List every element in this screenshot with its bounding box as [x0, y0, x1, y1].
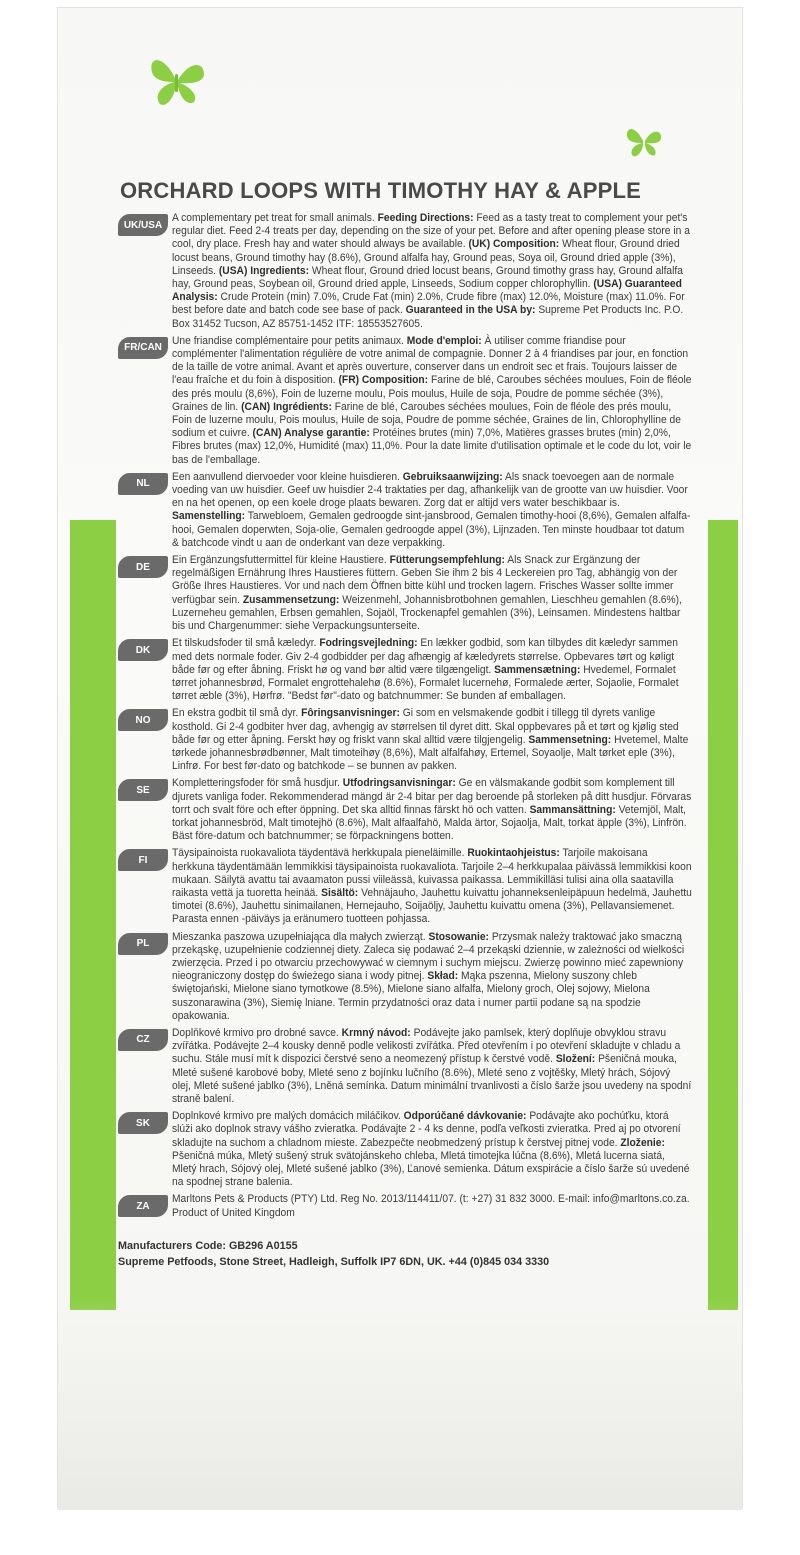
- section-body: Podávajte ako pochúťku, ktorá slúži ako doplnok stravy vášho zvieratka. Podávajte 2 - 4 ks denne, podľa veľkosti zvieratka. Pred aj po otvorení skladujte na suchom a chladnom mieste. Zabezpečte neobmedzený prístup k čerstvej pitnej vode.: [172, 1110, 681, 1149]
- section-heading: Odporúčané dávkovanie:: [403, 1110, 527, 1123]
- language-badge: PL: [118, 933, 168, 955]
- section-heading: Sammensætning:: [494, 663, 581, 676]
- section-body: Wheat flour, Ground dried locust beans, Ground timothy hay (8.6%), Ground alfalfa hay, Ground peas, Soya oil, Ground dried apple (3%), Linseeds.: [172, 238, 680, 277]
- green-stripe-left: [70, 520, 116, 1310]
- section-text: [172, 637, 692, 703]
- section-body: Farine de blé, Caroubes séchées moulues, Foin de fléole des prés moulu (8,6%), Foin de luzerne moulu, Pois moulus, Huile de soja, Poudre de pomme séchée (3%), Graines de lin.: [172, 374, 692, 413]
- language-section: [118, 847, 708, 926]
- language-section: [118, 637, 708, 703]
- section-body: Een aanvullend diervoeder voor kleine huisdieren.: [172, 470, 403, 483]
- section-body: Podávejte jako pamlsek, který doplňuje obvyklou stravu zvířátka. Podávejte 2–4 kousky denně podle velikosti zvířátka. Před otevřením i po otevření skladujte v chladu a suchu. Stále musí mít k dispozici čerstvé seno a neomezený přístup k čerstvé vodě.: [172, 1026, 681, 1066]
- green-stripe-right: [708, 520, 738, 1310]
- language-badge: DK: [118, 639, 168, 661]
- section-body: Une friandise complémentaire pour petits animaux.: [172, 334, 407, 347]
- section-text: [172, 212, 692, 331]
- section-body: Ge en välsmakande godbit som komplement till djurets vanliga foder. Rekommenderad mängd är 2-4 bitar per dag beroende på storleken på ditt husdjur. Förvaras torrt och svalt före och efter öppning. Det ska alltid finnas färskt hö och vatten.: [172, 777, 692, 816]
- section-text: [172, 931, 692, 1023]
- language-section: [118, 554, 708, 633]
- product-title: ORCHARD LOOPS WITH TIMOTHY HAY & APPLE: [120, 178, 641, 203]
- section-heading: Složení:: [555, 1053, 596, 1066]
- language-badge: SE: [118, 779, 168, 801]
- section-body: Pšeničná mouka, Mleté sušené karobové boby, Mleté seno z bojínku lučního (8.6%), Mleté seno z vojtěšky, Mletý hrách, Sójový olej, Mleté sušené jablko (3%), Lněná semínka. Datum minimální trvanlivosti a číslo šarže jsou uvedeny na spodní straně balení.: [172, 1053, 692, 1105]
- section-body: Marltons Pets & Products (PTY) Ltd. Reg No. 2013/114411/07. (t: +27) 31 832 3000. E-mail: info@marltons.co.za. Product of United Kingdom: [172, 1193, 690, 1219]
- section-heading: (CAN) Ingrédients:: [241, 400, 332, 413]
- language-badge: NO: [118, 709, 168, 731]
- section-heading: Mode d'emploi:: [406, 334, 482, 347]
- language-section: [118, 707, 708, 773]
- language-badge: ZA: [118, 1195, 168, 1217]
- section-heading: Sammensetning:: [528, 733, 612, 746]
- section-heading: Fôringsanvisninger:: [301, 707, 400, 720]
- section-text: [172, 471, 692, 550]
- section-body: Als snack toevoegen aan de normale voeding van uw huisdier. Geef uw huisdier 2-4 traktaties per dag, afhankelijk van de grootte van uw huisdier. Voor en na het openen, op een koele droge plaats bewaren. Zorg dat er altijd vers water beschikbaar is.: [172, 470, 688, 510]
- section-heading: (USA) Guaranteed Analysis:: [172, 278, 682, 304]
- section-text: [172, 1027, 692, 1106]
- section-body: En lækker godbid, som kan tilbydes dit kæledyr sammen med dets normale foder. Giv 2-4 godbidder per dag afhængig af kæledyrets størrelse. Opbevares tørt og køligt både før og efter åbning. Friskt hø og vand bør altid være tilgængeligt.: [172, 637, 678, 676]
- section-heading: Zloženie:: [620, 1136, 665, 1149]
- language-badge: FR/CAN: [118, 337, 168, 359]
- section-body: Mieszanka paszowa uzupełniająca dla małych zwierząt.: [172, 930, 429, 943]
- language-section: [118, 931, 708, 1023]
- section-body: Protéines brutes (min) 7,0%, Matières grasses brutes (min) 2,0%, Fibres brutes (max) 12,0%, Humidité (max) 11,0%. Pour la date limite d'utilisation optimale et le code du lot, voir le bas de l'emballage.: [172, 427, 692, 466]
- section-heading: Zusammensetzung:: [242, 593, 340, 606]
- language-sections: [118, 212, 708, 1220]
- section-heading: (USA) Ingredients:: [218, 264, 310, 277]
- section-body: Täysipainoista ruokavaliota täydentävä herkkupala pieneläimille.: [172, 847, 468, 860]
- language-section: [118, 777, 708, 843]
- section-body: Wheat flour, Ground dried locust beans, Ground timothy grass hay, Ground alfalfa hay, Ground peas, Soybean oil, Ground dried apple, Linseeds, Sodium copper chlorophyllin.: [172, 264, 684, 291]
- section-heading: Feeding Directions:: [377, 212, 474, 224]
- section-heading: Fütterungsempfehlung:: [389, 554, 505, 567]
- label-content: [118, 178, 708, 1270]
- section-body: A complementary pet treat for small animals.: [172, 212, 378, 224]
- section-body: Ein Ergänzungsfuttermittel für kleine Haustiere.: [172, 554, 390, 567]
- section-text: [172, 554, 692, 633]
- section-text: [172, 847, 692, 926]
- section-heading: Krmný návod:: [341, 1026, 411, 1039]
- section-heading: Ruokintaohjeistus:: [467, 847, 560, 860]
- section-body: Pšeničná múka, Mletý sušený struk svätojánskeho chleba, Mletá timotejka lúčna (8.6%), Mletá lucerna siatá, Mletý hrach, Sójový olej, Mleté sušené jablko (3%), Ľanové semienka. Dátum exspirácie a číslo šarže sú uvedené na spodnej strane balenia.: [172, 1149, 690, 1189]
- section-text: [172, 335, 692, 467]
- section-body: Hvetemel, Malte tørkede johannesbrødbønner, Malt timoteihøy (8,6%), Malt alfalfahøy, Ertemel, Soyaolje, Malt tørket eple (3%), Linfrø. For best før-dato og batchkode – se bunnen av pakken.: [172, 733, 689, 773]
- language-badge: CZ: [118, 1029, 168, 1051]
- section-body: Supreme Pet Products Inc. P.O. Box 31452 Tucson, AZ 85751-1452 ITF: 18553527605.: [172, 304, 684, 330]
- section-heading: Guaranteed in the USA by:: [405, 304, 536, 317]
- language-badge: NL: [118, 473, 168, 495]
- section-heading: Utfodringsanvisningar:: [342, 777, 456, 790]
- section-body: Weizenmehl, Johannisbrotbohnen gemahlen, Lieschheu gemahlen (8.6%), Luzerneheu gemahlen, Erbsen gemahlen, Sojaöl, Trockenapfel gemahlen (3%), Leinsamen. Mindestens haltbar bis und Chargenummer: siehe Verpackungsunterseite.: [172, 593, 682, 633]
- section-heading: Fodringsvejledning:: [319, 637, 418, 650]
- section-heading: (UK) Composition:: [468, 238, 560, 251]
- section-body: Als Snack zur Ergänzung der regelmäßigen Ernährung Ihres Haustieres füttern. Geben Sie ihm 2 bis 4 Leckereien pro Tag, abhängig von der Größe Ihres Haustieres. Vor und nach dem Öffnen bitte kühl und trocken lagern. Frisches Wasser sollte immer verfügbar sein.: [172, 554, 678, 606]
- section-body: Doplňkové krmivo pro drobné savce.: [172, 1026, 342, 1039]
- section-text: [172, 1193, 692, 1219]
- section-body: Et tilskudsfoder til små kæledyr.: [172, 637, 320, 650]
- section-heading: Stosowanie:: [428, 930, 489, 943]
- language-section: [118, 471, 708, 550]
- language-badge: UK/USA: [118, 214, 168, 236]
- butterfly-icon: [146, 50, 208, 108]
- section-body: Crude Protein (min) 7.0%, Crude Fat (min) 2.0%, Crude fibre (max) 12.0%, Moisture (max) 11.0%. For best before date and batch code see base of pack.: [172, 291, 685, 317]
- section-text: [172, 777, 692, 843]
- section-body: Mąka pszenna, Mielony suszony chleb świętojański, Mielone siano tymotkowe (8.5%), Mielone siano alfalfa, Mielony groch, Olej sojowy, Mielona suszonarawina (3%), Siemię lniane. Termin przydatności oraz data i numer partii podane są na spodzie opakowania.: [172, 970, 650, 1022]
- language-section: [118, 212, 708, 331]
- butterfly-icon: [624, 122, 664, 158]
- section-body: Farine de blé, Caroubes séchées moulues, Foin de fléole des prés moulu, Foin de luzerne moulu, Pois moulus, Huile de soja, Poudre de pomme séchée, Graines de lin, Chlorophylline de sodium et cuivre.: [172, 400, 681, 440]
- section-text: [172, 707, 692, 773]
- section-heading: Skład:: [427, 970, 459, 983]
- section-body: Doplnkové krmivo pre malých domácich miláčikov.: [172, 1110, 404, 1123]
- language-badge: SK: [118, 1112, 168, 1134]
- section-heading: Sisältö:: [321, 886, 359, 899]
- section-heading: Sammansättning:: [529, 803, 616, 816]
- section-heading: (FR) Composition:: [338, 374, 429, 387]
- language-badge: FI: [118, 849, 168, 871]
- section-heading: (CAN) Analyse garantie:: [252, 427, 370, 440]
- footer: [118, 1238, 708, 1270]
- manufacturer-address: Supreme Petfoods, Stone Street, Hadleigh, Suffolk IP7 6DN, UK. +44 (0)845 034 3330: [118, 1255, 550, 1268]
- section-body: Tarjoile makoisana herkkuna täydentämään lemmikkisi täysipainoista ruokavaliota. Tarjoile 2–4 herkkupalaa päivässä lemmikkisi koon mukaan. Säilytä avattu tai avaamaton pussi viileässä, kuivassa paikassa. Lemmikilläsi tulisi aina olla saatavilla raikasta vettä ja tuoretta heinää.: [172, 847, 692, 899]
- section-body: Kompletteringsfoder för små husdjur.: [172, 777, 343, 790]
- section-heading: Samenstelling:: [172, 510, 246, 523]
- section-body: Gi som en velsmakende godbit i tillegg til dyrets vanlige kosthold. Gi 2-4 godbiter hver dag, avhengig av størrelsen til dyret ditt. Skal oppbevares på et tørt og kjølig sted både før og etter åpning. Ferskt høy og friskt vann skal alltid være tilgjengelig.: [172, 707, 679, 746]
- section-text: [172, 1110, 692, 1189]
- section-body: Vetemjöl, Malt, torkat johannesbröd, Malt timotejhö (8.6%), Malt alfaalfahö, Malda ärtor, Sojaolja, Malt, torkat äpple (3%), Linfrön. Bäst före-datum och batchnummer; se förpackningens botten.: [172, 803, 687, 843]
- section-heading: Gebruiksaanwijzing:: [402, 470, 503, 483]
- section-body: Vehnäjauho, Jauhettu kuivattu johanneksenleipäpuun hedelmä, Jauhettu timotei (8.6%), Jauhettu sinimailanen, Hernejauho, Soijaöljy, Jauhettu kuivattu omena (3%), Pellavansiemenet. Parasta ennen -päiväys ja eränumero tuotteen pohjassa.: [172, 886, 692, 926]
- language-section: [118, 1193, 708, 1219]
- section-body: Hvedemel, Formalet tørret johannesbrød, Formalet engrottehalehø (8.6%), Formalet lucernehø, Formalede ærter, Sojaolie, Formalet tørret æble (3%), Hørfrø. "Bedst før"-dato og batchnummer: Se bunden af emballagen.: [172, 663, 679, 703]
- language-section: [118, 1110, 708, 1189]
- language-section: [118, 335, 708, 467]
- section-body: Tarwebloem, Gemalen gedroogde sint-jansbrood, Gemalen timothy-hooi (8,6%), Gemalen alfalfa-hooi, Gemalen doperwten, Soja-olie, Gemalen gedroogde appel (3%), Lijnzaden. Ten minste houdbaar tot datum & batchcode vindt u aan de onderkant van deze verpakking.: [172, 510, 691, 549]
- section-body: En ekstra godbit til små dyr.: [172, 707, 302, 720]
- section-body: Feed as a tasty treat to complement your pet's regular diet. Feed 2-4 treats per day, depending on the size of your pet. Before and after opening please store in a cool, dry place. Fresh hay and water should always be available.: [172, 212, 690, 251]
- section-body: Przysmak należy traktować jako smaczną przekąskę, uzupełnienie codziennej diety. Zaleca się podawać 2–4 przekąski dziennie, w zależności od wielkości zwierzęcia. Przed i po otwarciu przechowywać w ciemnym i suchym miejscu. Zwierzę powinno mieć zapewniony nieograniczony dostęp do świeżego siana i wody pitnej.: [172, 930, 685, 983]
- language-badge: DE: [118, 556, 168, 578]
- language-section: [118, 1027, 708, 1106]
- manufacturers-code: Manufacturers Code: GB296 A0155: [118, 1239, 298, 1252]
- grass-shadow: [58, 1300, 742, 1510]
- section-body: À utiliser comme friandise pour complémenter l'alimentation régulière de votre animal de compagnie. Donner 2 à 4 friandises par jour, en fonction de la taille de votre animal. Avant et après ouverture, conserver dans un endroit sec et frais. Toujours laisser de l'eau fraîche et du foin à disposition.: [172, 334, 689, 387]
